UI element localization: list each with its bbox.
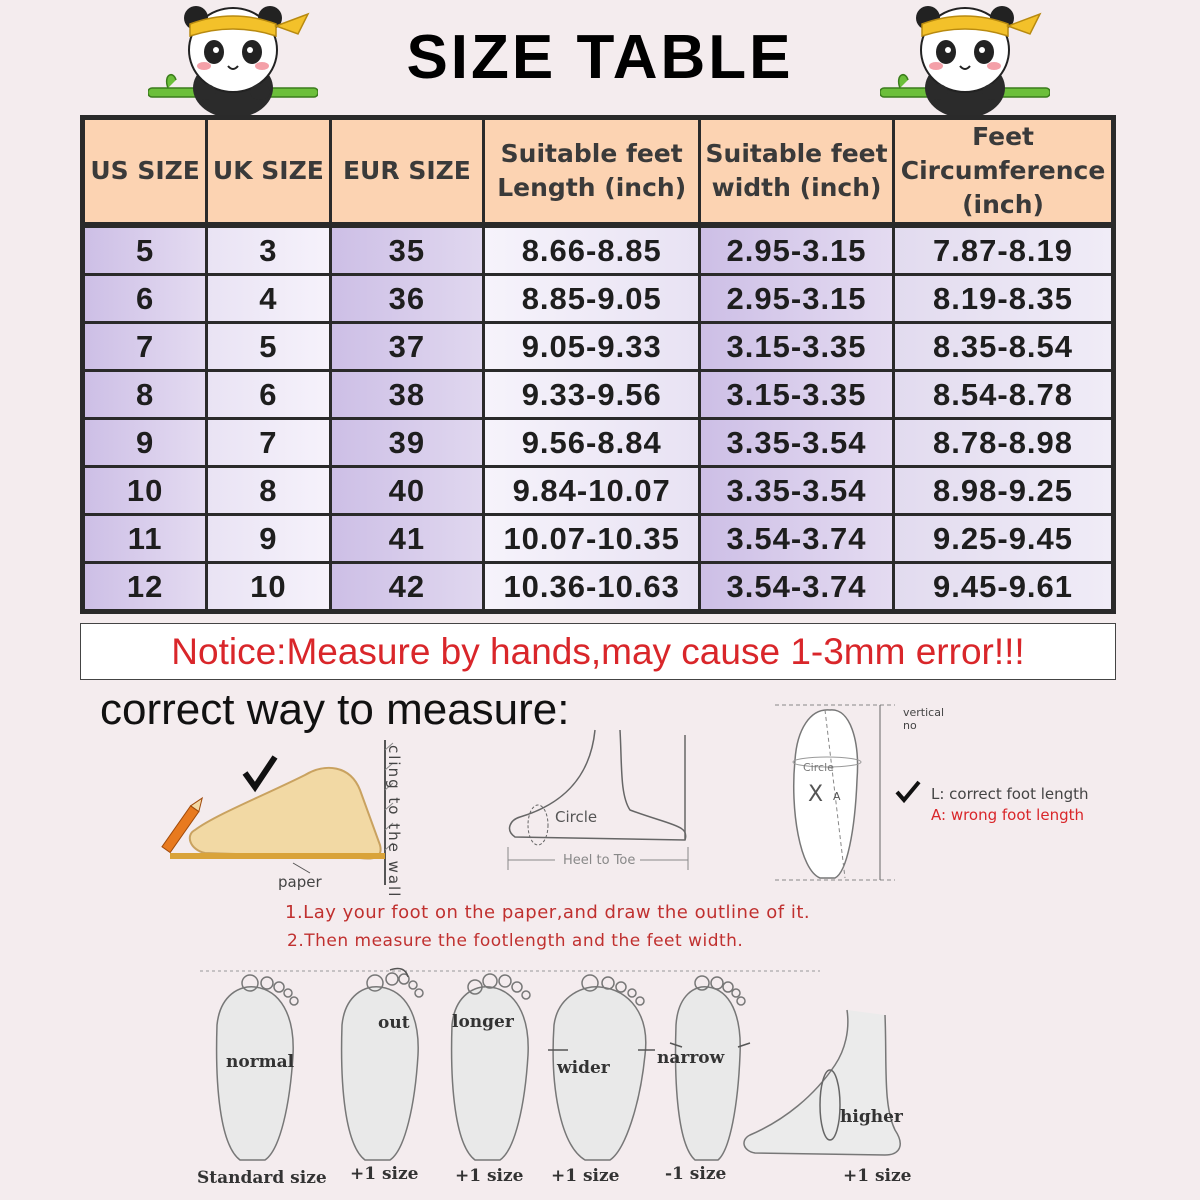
eur-size-cell: 37 <box>332 324 483 369</box>
feet-length-cell: 9.56-8.84 <box>485 420 698 465</box>
table-row <box>85 276 1111 321</box>
feet-circumference-cell: 8.54-8.78 <box>895 372 1111 417</box>
feet-width-cell: 3.35-3.54 <box>701 420 892 465</box>
us-size-cell: 11 <box>85 516 205 561</box>
us-size-cell: 5 <box>85 228 205 273</box>
feet-circumference-cell: 7.87-8.19 <box>895 228 1111 273</box>
us-size-cell: 7 <box>85 324 205 369</box>
foot-label-higher: higher <box>840 1107 903 1127</box>
foot-label-normal: normal <box>226 1052 295 1072</box>
header-feet-length: Suitable feet Length (inch) <box>485 120 698 222</box>
feet-width-cell: 3.15-3.35 <box>701 324 892 369</box>
feet-length-cell: 9.84-10.07 <box>485 468 698 513</box>
foot-size-longer: +1 size <box>455 1166 524 1186</box>
uk-size-cell: 7 <box>208 420 328 465</box>
table-header-row <box>85 120 1111 222</box>
us-size-cell: 10 <box>85 468 205 513</box>
eur-size-cell: 42 <box>332 564 483 609</box>
feet-width-cell: 3.54-3.74 <box>701 516 892 561</box>
feet-length-cell: 9.33-9.56 <box>485 372 698 417</box>
fig3-circle-label: Circle <box>803 761 834 774</box>
eur-size-cell: 39 <box>332 420 483 465</box>
header-feet-circumference: Feet Circumference (inch) <box>895 120 1111 222</box>
header-uk-size: UK SIZE <box>208 120 328 222</box>
correct-length-label: L: correct foot length <box>931 785 1089 803</box>
table-row <box>85 468 1111 513</box>
paper-label: paper <box>278 873 322 891</box>
feet-length-cell: 8.85-9.05 <box>485 276 698 321</box>
feet-circumference-cell: 8.98-9.25 <box>895 468 1111 513</box>
us-size-cell: 12 <box>85 564 205 609</box>
feet-circumference-cell: 9.45-9.61 <box>895 564 1111 609</box>
feet-width-cell: 3.54-3.74 <box>701 564 892 609</box>
vertical-label <box>903 706 944 732</box>
feet-width-cell: 2.95-3.15 <box>701 228 892 273</box>
uk-size-cell: 10 <box>208 564 328 609</box>
foot-label-narrow: narrow <box>657 1048 725 1068</box>
instruction-step-1: 1.Lay your foot on the paper,and draw the outline of it. <box>285 902 811 923</box>
feet-length-cell: 9.05-9.33 <box>485 324 698 369</box>
x-mark: X <box>808 782 824 807</box>
table-row <box>85 564 1111 609</box>
wrong-length-label: A: wrong foot length <box>931 806 1084 824</box>
instruction-step-2: 2.Then measure the footlength and the feet width. <box>287 931 744 951</box>
eur-size-cell: 40 <box>332 468 483 513</box>
uk-size-cell: 3 <box>208 228 328 273</box>
eur-size-cell: 36 <box>332 276 483 321</box>
foot-shape <box>190 768 381 859</box>
circle-label: Circle <box>555 808 598 826</box>
foot-label-longer: longer <box>452 1012 514 1032</box>
notice-banner: Notice:Measure by hands,may cause 1-3mm error!!! <box>80 623 1116 680</box>
uk-size-cell: 5 <box>208 324 328 369</box>
vertical-word: vertical <box>903 706 945 719</box>
header-us-size: US SIZE <box>85 120 205 222</box>
table-row <box>85 324 1111 369</box>
size-table <box>80 115 1116 614</box>
checkmark-icon <box>895 780 921 804</box>
eur-size-cell: 38 <box>332 372 483 417</box>
table-row <box>85 372 1111 417</box>
foot-size-higher: +1 size <box>843 1166 912 1186</box>
wall-label: cling to the wall <box>385 745 403 899</box>
header-feet-width: Suitable feet width (inch) <box>701 120 892 222</box>
header-eur-size: EUR SIZE <box>332 120 483 222</box>
us-size-cell: 6 <box>85 276 205 321</box>
feet-circumference-cell: 8.35-8.54 <box>895 324 1111 369</box>
feet-circumference-cell: 9.25-9.45 <box>895 516 1111 561</box>
us-size-cell: 8 <box>85 372 205 417</box>
a-mark: A <box>833 790 841 803</box>
feet-length-cell: 10.07-10.35 <box>485 516 698 561</box>
feet-width-cell: 3.35-3.54 <box>701 468 892 513</box>
uk-size-cell: 6 <box>208 372 328 417</box>
foot-size-out: +1 size <box>350 1164 419 1184</box>
table-row <box>85 228 1111 273</box>
us-size-cell: 9 <box>85 420 205 465</box>
eur-size-cell: 35 <box>332 228 483 273</box>
page-title: SIZE TABLE <box>406 23 794 92</box>
feet-circumference-cell: 8.19-8.35 <box>895 276 1111 321</box>
heel-to-toe-label: Heel to Toe <box>563 853 636 868</box>
foot-against-wall-illustration <box>145 735 415 895</box>
foot-label-out: out <box>378 1013 410 1033</box>
uk-size-cell: 4 <box>208 276 328 321</box>
measure-heading: correct way to measure: <box>100 685 570 734</box>
feet-width-cell: 3.15-3.35 <box>701 372 892 417</box>
foot-label-wider: wider <box>557 1058 610 1078</box>
panda-mascot-left-icon <box>148 0 318 120</box>
feet-length-cell: 8.66-8.85 <box>485 228 698 273</box>
foot-size-wider: +1 size <box>551 1166 620 1186</box>
feet-circumference-cell: 8.78-8.98 <box>895 420 1111 465</box>
foot-size-narrow: -1 size <box>665 1164 727 1184</box>
panda-mascot-right-icon <box>880 0 1050 120</box>
feet-length-cell: 10.36-10.63 <box>485 564 698 609</box>
eur-size-cell: 41 <box>332 516 483 561</box>
table-row <box>85 516 1111 561</box>
uk-size-cell: 9 <box>208 516 328 561</box>
feet-width-cell: 2.95-3.15 <box>701 276 892 321</box>
uk-size-cell: 8 <box>208 468 328 513</box>
table-row <box>85 420 1111 465</box>
no-word: no <box>903 719 917 732</box>
foot-size-normal: Standard size <box>197 1168 327 1188</box>
